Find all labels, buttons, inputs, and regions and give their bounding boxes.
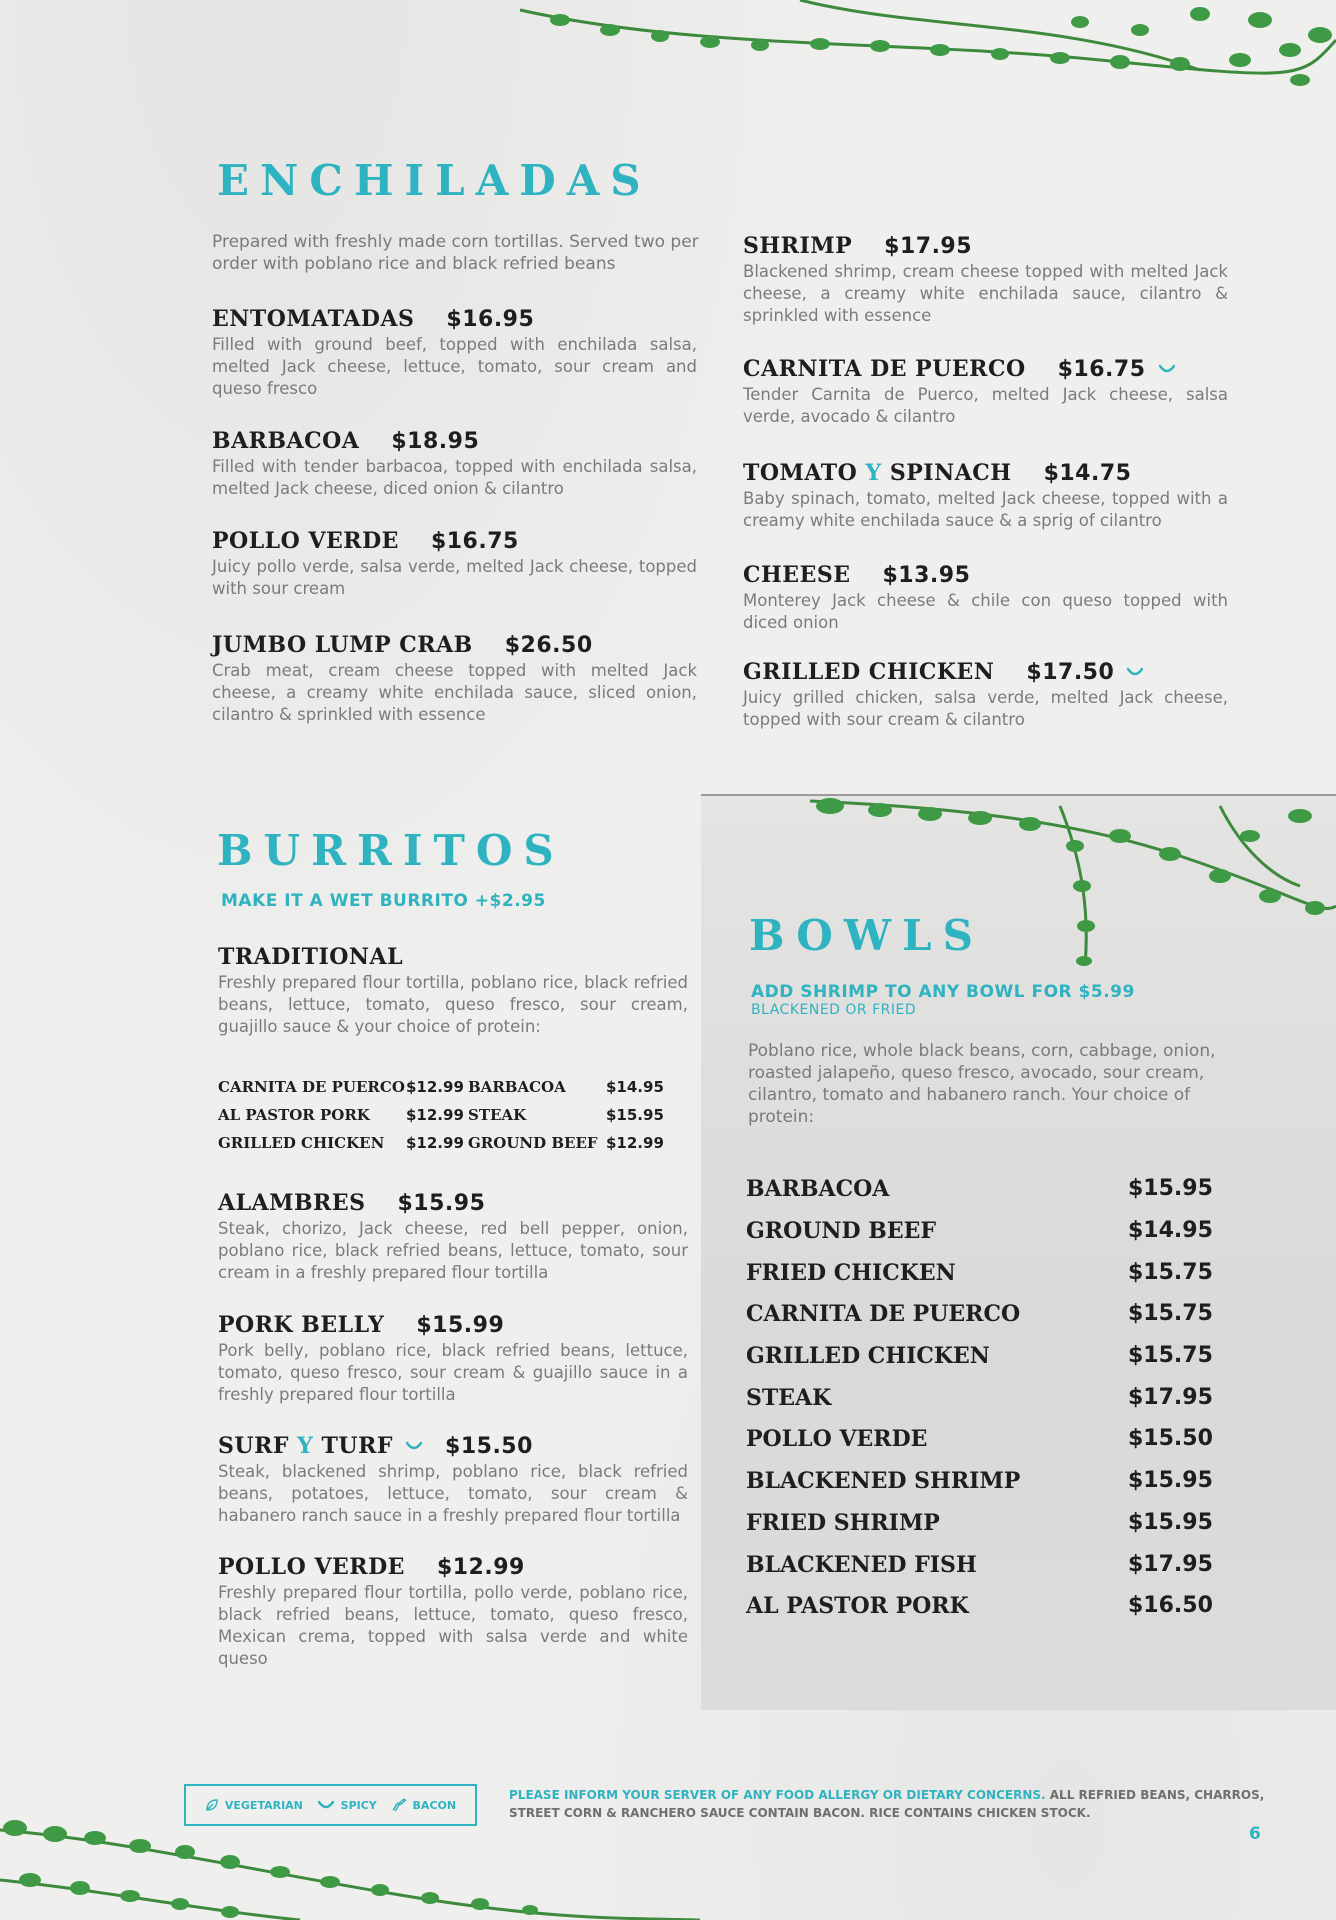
item-description: Monterey Jack cheese & chile con queso topped with diced onion: [743, 591, 1228, 632]
spicy-icon: [1126, 667, 1144, 677]
item-price: $15.99: [416, 1312, 505, 1338]
menu-item-tomato-y-spinach: [743, 460, 1228, 532]
menu-item-cheese: [743, 562, 1228, 634]
item-name: CHEESE: [743, 562, 851, 588]
item-name: POLLO VERDE: [212, 528, 399, 554]
page-number: 6: [1249, 1824, 1261, 1844]
item-price: $13.95: [882, 562, 971, 588]
bowl-price: $15.95: [1128, 1468, 1213, 1493]
bowl-row: [746, 1593, 1213, 1619]
item-description: Filled with tender barbacoa, topped with enchilada salsa, melted Jack cheese, diced onion & cilantro: [212, 457, 697, 498]
item-description: Steak, blackened shrimp, poblano rice, black refried beans, potatoes, lettuce, tomato, sour cream & habanero ranch sauce in a freshly prepared flour tortilla: [218, 1462, 688, 1525]
burritos-title: BURRITOS: [217, 826, 565, 875]
bowl-price: $17.95: [1128, 1385, 1213, 1410]
protein-name: GROUND BEEF: [468, 1134, 598, 1152]
spicy-icon: [317, 1800, 335, 1810]
item-name: PORK BELLY: [218, 1312, 385, 1338]
item-description: Filled with ground beef, topped with enchilada salsa, melted Jack cheese, lettuce, tomato, sour cream and queso fresco: [212, 335, 697, 398]
item-price: $15.50: [445, 1433, 533, 1459]
legend-vegetarian: [205, 1798, 303, 1812]
bowl-name: FRIED SHRIMP: [746, 1510, 940, 1536]
item-description: Juicy pollo verde, salsa verde, melted Jack cheese, topped with sour cream: [212, 557, 697, 598]
bowl-price: $17.95: [1128, 1552, 1213, 1577]
menu-item-entomatadas: [212, 306, 697, 400]
footer-note: [509, 1786, 1269, 1822]
item-name: TRADITIONAL: [218, 944, 404, 970]
item-name: SURF: [218, 1433, 289, 1459]
spicy-icon: [405, 1441, 423, 1451]
menu-item-shrimp: [743, 233, 1228, 327]
protein-row: [218, 1129, 668, 1157]
bowl-row: [746, 1260, 1213, 1286]
bowls-title: BOWLS: [749, 911, 984, 960]
item-price: $16.75: [430, 528, 519, 554]
bowl-name: BARBACOA: [746, 1176, 890, 1202]
item-price: $14.75: [1043, 460, 1132, 486]
item-description: Juicy grilled chicken, salsa verde, melted Jack cheese, topped with sour cream & cilantro: [743, 688, 1228, 729]
bowl-price: $15.95: [1128, 1510, 1213, 1535]
protein-price: $12.99: [406, 1106, 464, 1124]
menu-item-jumbo-lump-crab: [212, 632, 697, 726]
add-shrimp-subnote: BLACKENED OR FRIED: [751, 1002, 917, 1018]
bowl-row: [746, 1468, 1213, 1494]
item-description: Freshly prepared flour tortilla, pollo verde, poblano rice, black refried beans, lettuce, tomato, queso fresco, Mexican crema, topped with salsa verde and white queso: [218, 1583, 688, 1668]
enchiladas-intro: Prepared with freshly made corn tortillas. Served two per order with poblano rice and black refried beans: [212, 232, 699, 274]
legend-bacon: [391, 1798, 457, 1812]
bowl-row: [746, 1343, 1213, 1369]
bowl-price: $14.95: [1128, 1218, 1213, 1243]
bowl-row: [746, 1385, 1213, 1411]
item-price: $17.50: [1026, 659, 1115, 685]
item-name: SPINACH: [889, 460, 1012, 486]
menu-legend: [184, 1784, 477, 1826]
bowl-name: STEAK: [746, 1385, 832, 1411]
bowl-row: [746, 1552, 1213, 1578]
item-description: Tender Carnita de Puerco, melted Jack cheese, salsa verde, avocado & cilantro: [743, 385, 1228, 426]
bowl-price: $15.75: [1128, 1301, 1213, 1326]
menu-item-pork-belly: [218, 1312, 688, 1406]
bowl-name: FRIED CHICKEN: [746, 1260, 956, 1286]
spicy-icon: [1158, 364, 1176, 374]
item-name: BARBACOA: [212, 428, 360, 454]
item-name: GRILLED CHICKEN: [743, 659, 995, 685]
bowl-name: BLACKENED SHRIMP: [746, 1468, 1021, 1494]
protein-name: STEAK: [468, 1106, 527, 1124]
protein-price: $15.95: [606, 1106, 664, 1124]
wet-burrito-note: MAKE IT A WET BURRITO +$2.95: [221, 891, 546, 911]
item-description: Freshly prepared flour tortilla, poblano rice, black refried beans, lettuce, tomato, queso fresco, sour cream, guajillo sauce & your choice of protein:: [218, 973, 688, 1036]
bowl-name: GROUND BEEF: [746, 1218, 937, 1244]
protein-name: CARNITA DE PUERCO: [218, 1078, 405, 1096]
item-price: $17.95: [884, 233, 973, 259]
item-name: TURF: [321, 1433, 394, 1459]
allergy-warning: PLEASE INFORM YOUR SERVER OF ANY FOOD ALLERGY OR DIETARY CONCERNS.: [509, 1788, 1046, 1802]
bacon-icon: [391, 1798, 407, 1812]
item-description: Pork belly, poblano rice, black refried beans, lettuce, tomato, queso fresco, sour cream & guajillo sauce in a freshly prepared flour tortilla: [218, 1341, 688, 1404]
menu-item-carnita-de-puerco: [743, 356, 1228, 428]
item-price: $26.50: [504, 632, 593, 658]
bowl-name: GRILLED CHICKEN: [746, 1343, 990, 1369]
bowl-row: [746, 1176, 1213, 1202]
burrito-protein-table: [218, 1073, 668, 1157]
legend-bacon-label: BACON: [412, 1798, 457, 1812]
bowl-price: $16.50: [1128, 1593, 1213, 1618]
protein-price: $12.99: [606, 1134, 664, 1152]
protein-name: BARBACOA: [468, 1078, 566, 1096]
bowl-row: [746, 1218, 1213, 1244]
bowl-name: BLACKENED FISH: [746, 1552, 977, 1578]
item-name-connector: Y: [297, 1433, 314, 1459]
item-name: ALAMBRES: [218, 1190, 366, 1216]
item-price: $16.95: [446, 306, 535, 332]
menu-item-pollo-verde: [212, 528, 697, 600]
protein-row: [218, 1101, 668, 1129]
protein-price: $12.99: [406, 1134, 464, 1152]
item-name: TOMATO: [743, 460, 858, 486]
item-name: POLLO VERDE: [218, 1554, 405, 1580]
bowl-price: $15.50: [1128, 1426, 1213, 1451]
bacon-notice: ALL REFRIED BEANS, CHARROS, STREET CORN & RANCHERO SAUCE CONTAIN BACON. RICE CONTAINS CHICKEN STOCK.: [509, 1788, 1265, 1820]
item-name: CARNITA DE PUERCO: [743, 356, 1026, 382]
menu-item-barbacoa: [212, 428, 697, 500]
protein-name: AL PASTOR PORK: [218, 1106, 370, 1124]
item-description: Crab meat, cream cheese topped with melted Jack cheese, a creamy white enchilada sauce, sliced onion, cilantro & sprinkled with essence: [212, 661, 697, 724]
item-name: SHRIMP: [743, 233, 853, 259]
bowl-row: [746, 1426, 1213, 1452]
item-price: $16.75: [1057, 356, 1146, 382]
bowl-price: $15.75: [1128, 1260, 1213, 1285]
item-description: Steak, chorizo, Jack cheese, red bell pepper, onion, poblano rice, black refried beans, lettuce, tomato, sour cream in a freshly prepared flour tortilla: [218, 1219, 688, 1282]
item-price: $18.95: [391, 428, 480, 454]
menu-item-grilled-chicken: [743, 659, 1228, 731]
legend-vegetarian-label: VEGETARIAN: [224, 1798, 303, 1812]
item-name: JUMBO LUMP CRAB: [212, 632, 473, 658]
enchiladas-title: ENCHILADAS: [217, 156, 652, 205]
bowl-name: AL PASTOR PORK: [746, 1593, 969, 1619]
item-description: Blackened shrimp, cream cheese topped with melted Jack cheese, a creamy white enchilada sauce, cilantro & sprinkled with essence: [743, 262, 1228, 325]
protein-price: $14.95: [606, 1078, 664, 1096]
menu-item-pollo-verde-burrito: [218, 1554, 688, 1670]
bowl-name: CARNITA DE PUERCO: [746, 1301, 1021, 1327]
menu-item-alambres: [218, 1190, 688, 1284]
bowls-intro: Poblano rice, whole black beans, corn, cabbage, onion, roasted jalapeño, queso fresco, avocado, sour cream, cilantro, tomato and habanero ranch. Your choice of protein:: [748, 1041, 1216, 1127]
menu-item-surf-y-turf: [218, 1433, 688, 1527]
item-name: ENTOMATADAS: [212, 306, 415, 332]
bowl-price: $15.95: [1128, 1176, 1213, 1201]
legend-spicy: [317, 1799, 377, 1812]
vine-decoration-top: [500, 0, 1336, 110]
bowl-row: [746, 1301, 1213, 1327]
protein-row: [218, 1073, 668, 1101]
protein-price: $12.99: [406, 1078, 464, 1096]
protein-name: GRILLED CHICKEN: [218, 1134, 385, 1152]
item-name-connector: Y: [865, 460, 882, 486]
item-price: $15.95: [397, 1190, 486, 1216]
leaf-icon: [205, 1798, 219, 1812]
item-price: $12.99: [436, 1554, 525, 1580]
bowl-name: POLLO VERDE: [746, 1426, 928, 1452]
add-shrimp-note: ADD SHRIMP TO ANY BOWL FOR $5.99: [751, 982, 1135, 1002]
bowl-price: $15.75: [1128, 1343, 1213, 1368]
item-description: Baby spinach, tomato, melted Jack cheese, topped with a creamy white enchilada sauce & a sprig of cilantro: [743, 489, 1228, 530]
bowl-row: [746, 1510, 1213, 1536]
legend-spicy-label: SPICY: [340, 1798, 377, 1812]
menu-item-traditional: [218, 944, 688, 1038]
